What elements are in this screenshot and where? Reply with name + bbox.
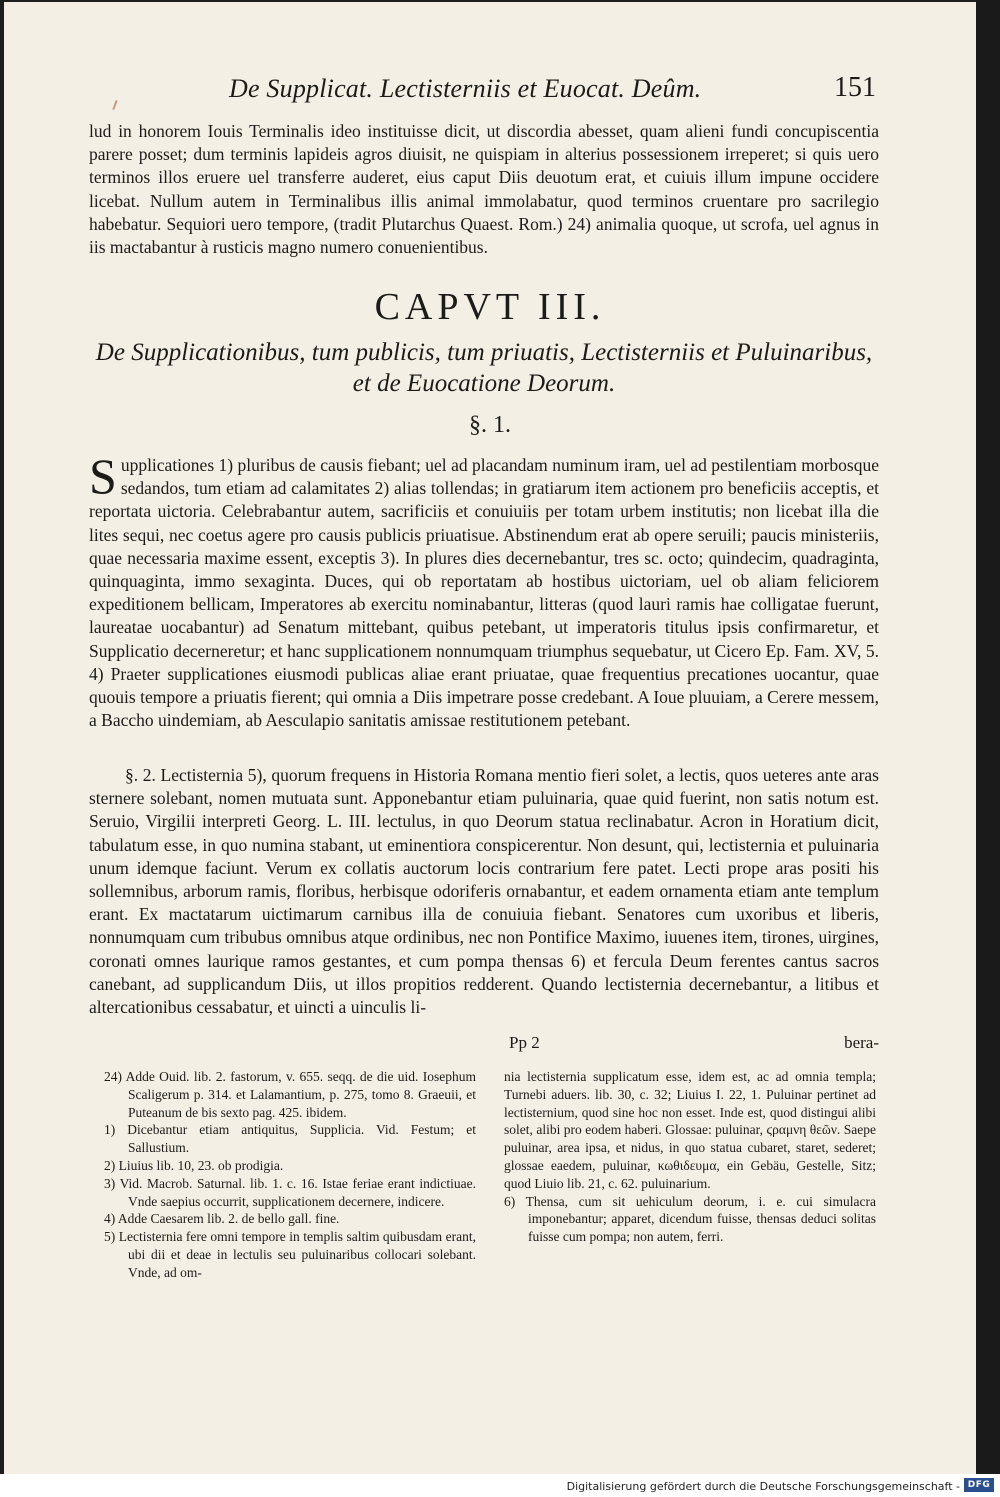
footnote-continuation: nia lectisternia supplicatum esse, idem est, ac ad omnia templa; Turnebi aduers. lib. 30, c. 32; Liuius I. 22, 1. Puluinar pertinet ad lectisternium, quod sine hoc non esset. Inde est, quod distingui alibi solet, alibi pro eodem haberi. Glossae: puluinar, ϛραμνη θεῶν. Saepe puluinar, area ipsa, et nidus, in quo statua cubaret, staret, sederet; glossae eaedem, puluinar, κωθιδευμα, ein Gebäu, Gestelle, Sitz; quod Liuio lib. 21, c. 62. puluinarium. (504, 1069, 876, 1191)
paragraph-1 (89, 448, 879, 732)
footnotes-left (104, 1068, 476, 1282)
footnote: 5) Lectisternia fere omni tempore in templis saltim quibusdam erant, ubi dii et deae in lectulis seu puluinaribus collocari solebant. Vnde, ad om- (104, 1229, 476, 1280)
margin-mark (112, 100, 117, 110)
funding-credit: Digitalisierung gefördert durch die Deutsche Forschungsgemeinschaft - (566, 1480, 960, 1493)
catchword: bera- (844, 1033, 879, 1052)
chapter-title: CAPVT III. (374, 286, 606, 328)
footnote: 4) Adde Caesarem lib. 2. de bello gall. fine. (104, 1211, 340, 1227)
footnote: 1) Dicebantur etiam antiquitus, Supplicia. Vid. Festum; et Sallustium. (104, 1122, 476, 1156)
running-head: De Supplicat. Lectisterniis et Euocat. Deûm. (229, 74, 702, 103)
footnote: 3) Vid. Macrob. Saturnal. lib. 1. c. 16. Istae feriae erant indictiuae. Vnde saepius occurrit, supplicationem decernere, indicere. (104, 1175, 476, 1209)
footnotes-right (504, 1068, 876, 1246)
section-mark: §. 1. (469, 412, 511, 438)
chapter-subtitle: De Supplicationibus, tum publicis, tum priuatis, Lectisterniis et Puluinaribus, et de Euocatione Deorum. (95, 339, 873, 397)
dfg-logo: DFG (964, 1478, 994, 1492)
paragraph-2: §. 2. Lectisternia 5), quorum frequens in Historia Romana mentio fieri solet, a lectis, quos ueteres ante aras sternere solebant, nomen mutuata sunt. Apponebantur etiam puluinaria, quae quid fuerint, non satis notum est. Seruio, Virgilii interpreti Georg. L. III. lectulus, in quo Deorum statua reclinabatur. Acron in Horatium dicit, tabulatum esse, in quo numina stabant, ut eminentiora conspicerentur. Non desunt, qui, lectisternia et puluinaria unum idemque faciunt. Verum ex collatis auctorum locis contrarium fere patet. Lecti prope aras positi his sollemnibus, arborum ramis, floribus, herbisque odoriferis ornabantur, et eadem ornamenta etiam ante templum erant. Ex mactatarum uictimarum carnibus illa de conuiuia fiebant. Senatores cum uxoribus et liberis, nonnumquam cum tribubus omnibus atque ordinibus, nec non Pontifice Maximo, iuuenes item, tirones, uirgines, coronati omnes laurique ramos gestantes, et cum pompa thensas 6) et fercula Deum ferentes cantus sacros canebant, ad supplicandum Diis, ut illos propitios redderent. Quando lectisternia decernebantur, a litibus et altercationibus cessabatur, et uincti a uinculis li- (89, 765, 879, 1018)
funding-footer (0, 1474, 1000, 1497)
page-number: 151 (834, 72, 876, 103)
drop-cap: S (89, 448, 117, 504)
signature-mark: Pp 2 (509, 1033, 540, 1052)
footnote: 6) Thensa, cum sit uehiculum deorum, i. e. cui simulacra imponebantur; apparet, dicendum fuisse, thensas deduci solitas fuisse cum pompa; non autem, ferri. (504, 1193, 876, 1245)
footnote: 24) Adde Ouid. lib. 2. fastorum, v. 655. seqq. de die uid. Iosephum Scaligerum p. 314. et Lalamantium, p. 275, tomo 8. Graeuii, et Puteanum de bis sexto pag. 425. ibidem. (104, 1069, 476, 1120)
scan-border (976, 0, 1000, 1474)
footnote: 2) Liuius lib. 10, 23. ob prodigia. (104, 1157, 284, 1173)
paragraph-1-text: upplicationes 1) pluribus de causis fiebant; uel ad placandam numinum iram, uel ad pestilentiam morbosque sedandos, tum etiam ad calamitates 2) alias tollendas; in gratiarum item actionem pro beneficiis acceptis, et reportata uictoria. Celebrabantur autem, sacrificiis et conuiuiis per totam urbem institutis; non licebat illa die lites sequi, nec coetus agere pro causis publicis priuatisue. Abstinendum erat ab opere seruili; paucis ministeriis, quae necessaria maxime essent, exceptis 3). In plures dies decernebantur, tres sc. octo; quindecim, quadraginta, quinquaginta, immo sexaginta. Duces, qui ob reportatam ab hostibus uictoriam, uel ob aliam feliciorem expeditionem bellicam, Imperatores ab exercitu nominabantur, litteras (quod lauri ramis hae colligatae fuerunt, laureatae uocabantur) ad Senatum mittebant, quibus petebant, ut imperatoris titulus ipsis confirmaretur, et Supplicatio decerneretur; et hanc supplicationem nonnumquam triumphus sequebatur, ut Cicero Ep. Fam. XV, 5. 4) Praeter supplicationes eiusmodi publicas aliae erant priuatae, quae frequentius precationes uocantur, quae quouis tempore a priuatis fierent; qui omnia a Diis impetrare posse credebant. A Ioue pluuiam, a Cerere messem, a Baccho uindemiam, ab Aesculapio sanitatis amissae restitutionem petebant. (89, 455, 879, 731)
intro-paragraph: lud in honorem Iouis Terminalis ideo instituisse dicit, ut discordia abesset, quam alieni fundi concupiscentia parere posset; dum terminis lapideis agros diuisit, ne quispiam in alterius possessionem irreperet; si quis uero terminos illos eruere uel transferre auderet, eius caput Diis deuotum erat, et cuiuis illum impune occidere licebat. Nullum autem in Terminalibus illis animal immolabatur, quod terminos cruentare pro sacrilegio habebatur. Sequiori uero tempore, (tradit Plutarchus Quaest. Rom.) 24) animalia quoque, ut scrofa, uel agnus in iis mactabantur à rusticis magno numero conuenientibus. (89, 121, 879, 258)
book-page (4, 2, 976, 1474)
